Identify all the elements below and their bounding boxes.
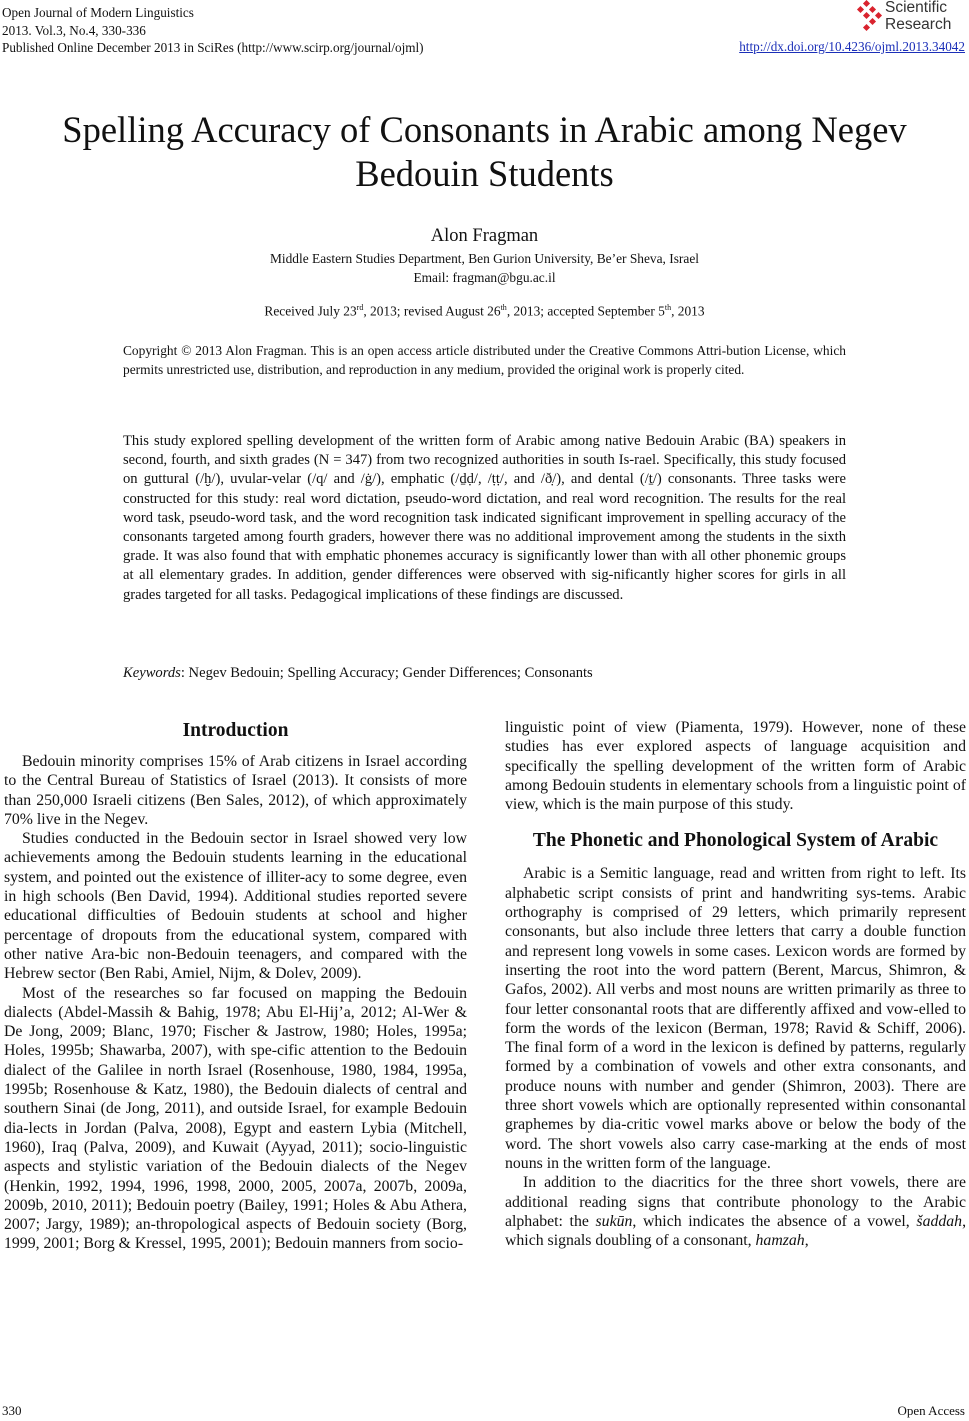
phonetic-paragraph-2 — [505, 1173, 966, 1250]
author-affiliation-block — [0, 249, 969, 287]
term-sukun: sukūn — [595, 1212, 633, 1230]
affiliation: Middle Eastern Studies Department, Ben Gurion University, Be’er Sheva, Israel — [269, 251, 699, 266]
revised-suffix: th — [500, 303, 507, 312]
para2-text-a: In addition to the diacritics for the three short vowels, there are additional reading signs that contribute phonology to the Arabic alphabet: the — [505, 1174, 966, 1230]
term-hamzah: hamzah — [755, 1232, 805, 1250]
journal-name: Open Journal of Modern Linguistics — [2, 5, 194, 20]
scientific-research-logo — [853, 0, 963, 36]
doi-link[interactable]: http://dx.doi.org/10.4236/ojml.2013.34042 — [739, 39, 965, 54]
keywords-label: Keywords — [123, 665, 181, 681]
keywords-list: : Negev Bedouin; Spelling Accuracy; Gender Differences; Consonants — [180, 665, 593, 681]
logo-diamond-icon — [853, 0, 883, 34]
copyright-notice: Copyright © 2013 Alon Fragman. This is an open access article distributed under the Creative Commons Attri-bution License, which permits unrestricted use, distribution, and reproduction in any medium, provided the original work is properly cited. — [123, 343, 846, 377]
journal-volume: 2013. Vol.3, No.4, 330-336 — [2, 22, 146, 38]
term-shaddah: šaddah — [916, 1212, 963, 1230]
open-access-label: Open Access — [897, 1403, 965, 1418]
page-number: 330 — [2, 1403, 22, 1418]
submission-dates — [0, 303, 969, 319]
accepted-date: , 2013; accepted September 5 — [506, 303, 665, 319]
journal-header — [2, 4, 424, 57]
received-suffix: rd — [356, 303, 364, 312]
para2-text-b: , which indicates the absence of a vowel, — [632, 1212, 917, 1230]
publication-info: Published Online December 2013 in SciRes (http://www.scirp.org/journal/ojml) — [2, 40, 424, 55]
left-column — [4, 718, 467, 1254]
intro-paragraph-3: Most of the researches so far focused on mapping the Bedouin dialects (Abdel-Massih & Bahig, 1978; Abu El-Hij’a, 2012; Al-Wer & De Jong, 2009; Blanc, 1970; Fischer & Jastrow, 1980; Holes, 1995a; Holes, 1995b; Shawarba, 2007), with spe-cific attention to the Bedouin dialect of the Galilee in north Israel (Rosenhouse, 1980, 1984, 1995a, 1995b; Rosenhouse & Katz, 1980), the Bedouin dialects of central and southern Sinai (de Jong, 2011), and outside Israel, for example Bedouin dia-lects in Jordan (Palva, 2008), Egypt and eastern Lybia (Mitchell, 1960), Iraq (Palva, 2009), and Kuwait (Ayyad, 2011); socio-linguistic aspects and stylistic variation of the Bedouin dialects of the Negev (Henkin, 1992, 1994, 1996, 1998, 2000, 2005, 2007a, 2007b, 2009a, 2009b, 2010, 2011); Bedouin poetry (Bailey, 1991; Holes & Abu Athera, 2007; Jargy, 1989); an-thropological aspects of Bedouin society (Borg, 1999, 2001; Borg & Kressel, 1995, 2001); Bedouin manners from socio- — [4, 984, 467, 1253]
para2-text-c: , which signals doubling of a consonant, — [505, 1212, 967, 1250]
author-email: Email: fragman@bgu.ac.il — [413, 270, 556, 285]
right-column — [505, 718, 966, 1250]
logo-text-research: Research — [885, 16, 952, 33]
intro-continuation: linguistic point of view (Piamenta, 1979). However, none of these studies has ever explored aspects of language acquisition and specifically the spelling development of the written form of Arabic among Bedouin students in elementary schools from a linguistic point of view, which is the main purpose of this study. — [505, 719, 966, 814]
intro-paragraph-2: Studies conducted in the Bedouin sector in Israel showed very low achievements among the Bedouin students learning in the educational system, and pointed out the existence of illiter-acy to some degree, even in high schools (Ben David, 1994). Additional studies reported severe educational difficulties of Bedouin students at school and higher percentage of dropouts from the educational system, compared with other native Ara-bic non-Bedouin teenagers, and compared with the Hebrew sector (Ben Rabi, Amiel, Nijm, & Dolev, 2009). — [4, 830, 467, 983]
accepted-suffix: th — [664, 303, 672, 312]
paper-title: Spelling Accuracy of Consonants in Arabic among Negev Bedouin Students — [62, 109, 907, 194]
author-name: Alon Fragman — [430, 226, 539, 246]
dates-year: , 2013 — [671, 303, 705, 319]
section-heading-phonetic-system: The Phonetic and Phonological System of Arabic — [532, 830, 939, 852]
received-date: Received July 23 — [264, 303, 357, 319]
keywords — [123, 665, 846, 682]
revised-date: , 2013; revised August 26 — [363, 303, 501, 319]
abstract: This study explored spelling development of the written form of Arabic among native Bedouin Arabic (BA) speakers in second, fourth, and sixth grades (N = 347) from two recognized authorities in south Is-rael. Specifically, this study focused on guttural (/ḫ/), uvular-velar (/q/ and /ġ/), emphatic (/ḏḍ/, /ṭṭ/, and /ð̣/), and dental (/ṯ/) consonants. Three tasks were constructed for this study: real word dictation, pseudo-word dictation, and real word recognition. The results for the real word task, pseudo-word task, and the word recognition task indicated significant improvement in spelling accuracy of the consonants targeted among fourth graders, however there was no additional improvement among the students in the sixth grade. It was also found that with emphatic phonemes accuracy is significantly lower than with all other phonemic groups at all elementary grades. In addition, gender differences were observed with sig-nificantly higher scores for girls in all grades targeted for all tasks. Pedagogical implications of these findings are discussed. — [123, 433, 846, 603]
section-heading-introduction: Introduction — [182, 720, 289, 741]
logo-text-scientific: Scientific — [885, 0, 948, 16]
intro-paragraph-1: Bedouin minority comprises 15% of Arab citizens in Israel according to the Central Bureau of Statistics of Israel (2013). It consists of more than 250,000 Israeli citizens (Ben Sales, 2012), of which approximately 70% live in the Negev. — [4, 753, 467, 828]
para2-text-d: , — [804, 1232, 809, 1250]
phonetic-paragraph-1: Arabic is a Semitic language, read and written from right to left. Its alphabetic script consists of print and handwriting sys-tems. Arabic orthography is comprised of 29 letters, which primarily represent consonants, but also include three letters that carry a double function and represent long vowels in some cases. Lexicon words are formed by inserting the root into the word pattern (Berent, Marcus, Shimron, & Gafos, 2002). All verbs and most nouns are written primarily as three to four letter consonantal roots that are differently affixed and vow-elled to form the words of the lexicon (Berman, 1978; Ravid & Schiff, 2006). The final form of a word in the lexicon is defined by patterns, regularly formed by a combination of vowels and other extra consonants, and produce nouns with number and gender (Shimron, 2003). There are three short vowels which are optionally represented within consonantal graphemes by dia-critic vowel marks above or below the body of the word. The short vowels also carry case-marking at the ends of most nouns in the written form of the language. — [505, 865, 966, 1172]
